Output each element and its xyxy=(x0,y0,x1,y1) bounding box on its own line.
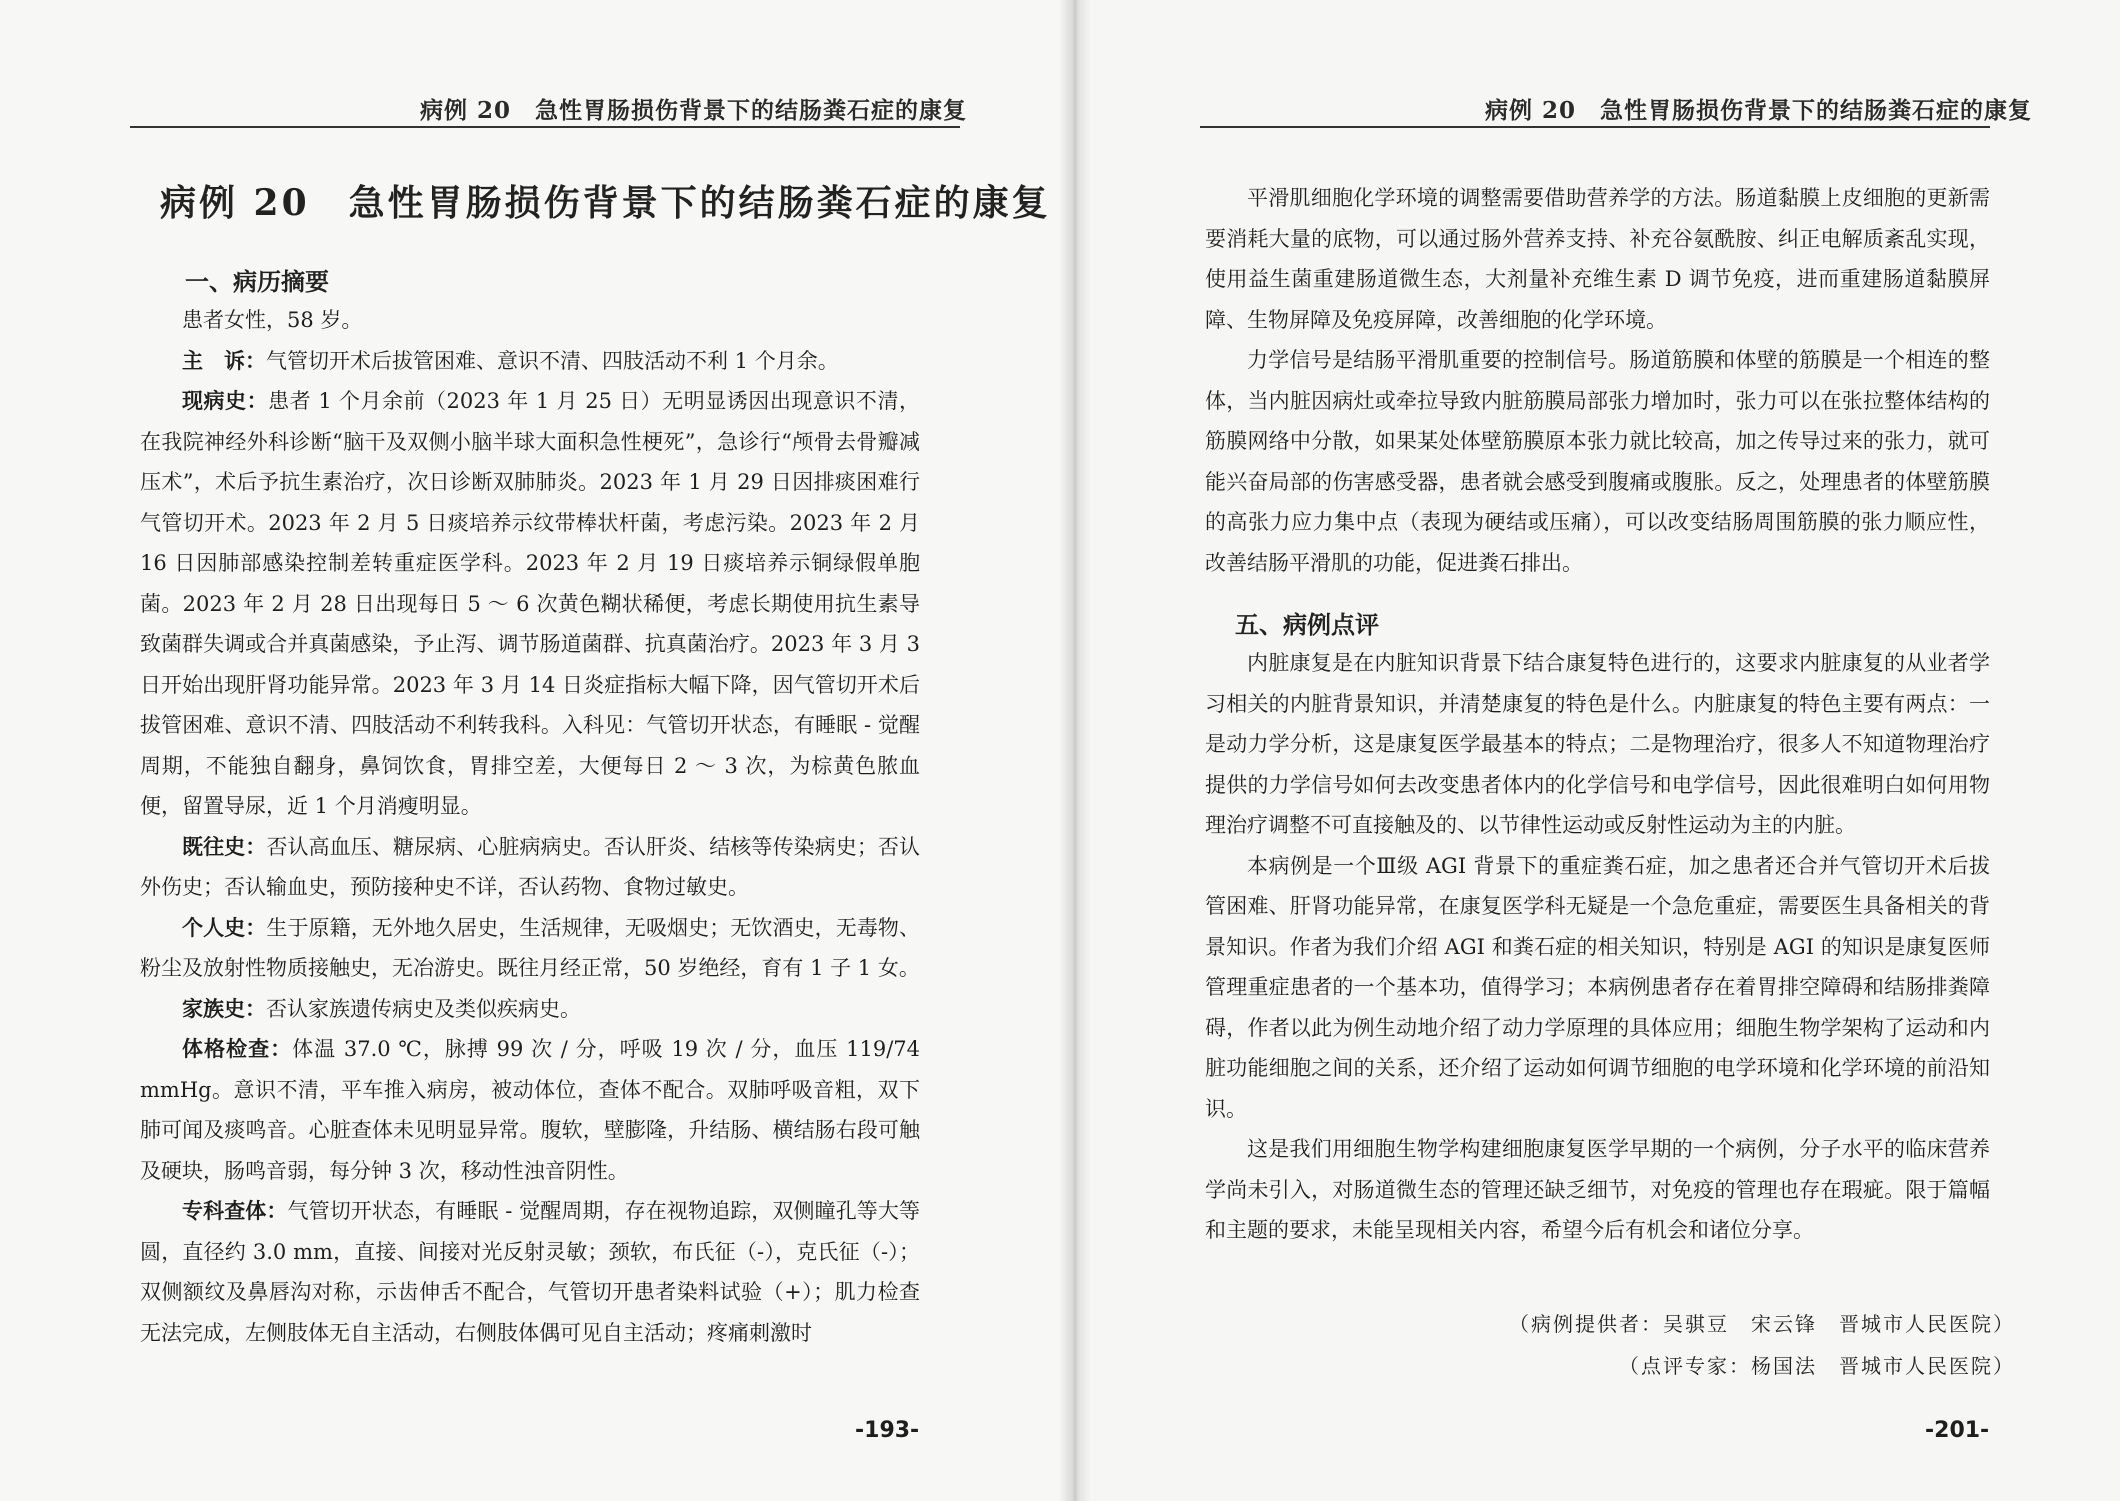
paragraph-chemical-environment: 平滑肌细胞化学环境的调整需要借助营养学的方法。肠道黏膜上皮细胞的更新需要消耗大量的底物，可以通过肠外营养支持、补充谷氨酰胺、纠正电解质紊乱实现，使用益生菌重建肠道微生态，大剂量补充维生素 D 调节免疫，进而重建肠道黏膜屏障、生物屏障及免疫屏障，改善细胞的化学环境。 xyxy=(1205,186,1990,332)
running-header: 病例 20 急性胃肠损伤背景下的结肠粪石症的康复 xyxy=(420,97,968,124)
chief-complaint-text: 气管切开术后拔管困难、意识不清、四肢活动不利 1 个月余。 xyxy=(266,348,839,373)
physical-exam-label: 体格检查： xyxy=(182,1037,293,1061)
section-heading-case-summary: 一、病历摘要 xyxy=(185,268,329,296)
reviewer-credit: （点评专家：杨国法 晋城市人民医院） xyxy=(1619,1354,2015,1378)
present-history-label: 现病史： xyxy=(182,389,269,413)
personal-history-label: 个人史： xyxy=(182,915,267,940)
paragraph-limitations: 这是我们用细胞生物学构建细胞康复医学早期的一个病例，分子水平的临床营养学尚未引入，对肠道微生态的管理还缺乏细节，对免疫的管理也存在瑕疵。限于篇幅和主题的要求，未能呈现相关内容，希望今后有机会和诸位分享。 xyxy=(1205,1137,1990,1242)
past-history-paragraph xyxy=(140,827,920,908)
present-history-text: 患者 1 个月余前（2023 年 1 月 25 日）无明显诱因出现意识不清，在我院神经外科诊断“脑干及双侧小脑半球大面积急性梗死”，急诊行“颅骨去骨瓣减压术”，术后予抗生素治疗，次日诊断双肺肺炎。2023 年 1 月 29 日因排痰困难行气管切开术。2023 年 2 月 5 日痰培养示纹带棒状杆菌，考虑污染。2023 年 2 月 16 日因肺部感染控制差转重症医学科。2023 年 2 月 19 日痰培养示铜绿假单胞菌。2023 年 2 月 28 日出现每日 5 ～ 6 次黄色糊状稀便，考虑长期使用抗生素导致菌群失调或合并真菌感染，予止泻、调节肠道菌群、抗真菌治疗。2023 年 3 月 3 日开始出现肝肾功能异常。2023 年 3 月 14 日炎症指标大幅下降，因气管切开术后拔管困难、意识不清、四肢活动不利转我科。入科见：气管切开状态，有睡眠 - 觉醒周期，不能独自翻身，鼻饲饮食，胃排空差，大便每日 2 ～ 3 次，为棕黄色脓血便，留置导尿，近 1 个月消瘦明显。 xyxy=(140,389,920,818)
page-number: -193- xyxy=(855,1418,920,1443)
personal-history-text: 生于原籍，无外地久居史，生活规律，无吸烟史；无饮酒史，无毒物、粉尘及放射性物质接触史，无冶游史。既往月经正常，50 岁绝经，育有 1 子 1 女。 xyxy=(140,915,921,980)
header-rule xyxy=(130,126,960,128)
right-page xyxy=(1075,0,2120,1501)
specialist-exam-paragraph xyxy=(140,1191,920,1353)
specialist-exam-text: 气管切开状态，有睡眠 - 觉醒周期，存在视物追踪，双侧瞳孔等大等圆，直径约 3.0 mm，直接、间接对光反射灵敏；颈软，布氏征（-），克氏征（-）；双侧额纹及鼻唇沟对称，示齿伸舌不配合，气管切开患者染料试验（+）；肌力检查无法完成，左侧肢体无自主活动，右侧肢体偶可见自主活动；疼痛刺激时 xyxy=(140,1199,920,1345)
physical-exam-text: 体温 37.0 ℃，脉搏 99 次 / 分，呼吸 19 次 / 分，血压 119/74 mmHg。意识不清，平车推入病房，被动体位，查体不配合。双肺呼吸音粗，双下肺可闻及痰鸣音。心脏查体未见明显异常。腹软，壁膨隆，升结肠、横结肠右段可触及硬块，肠鸣音弱，每分钟 3 次，移动性浊音阴性。 xyxy=(140,1037,921,1183)
past-history-label: 既往史： xyxy=(182,834,267,859)
family-history-paragraph xyxy=(140,989,920,1030)
physical-exam-paragraph xyxy=(140,1029,920,1191)
page-number: -201- xyxy=(1925,1418,1990,1443)
specialist-exam-label: 专科查体： xyxy=(182,1199,288,1223)
running-header: 病例 20 急性胃肠损伤背景下的结肠粪石症的康复 xyxy=(1485,97,2033,124)
family-history-text: 否认家族遗传病史及类似疾病史。 xyxy=(266,996,581,1021)
chief-complaint-paragraph xyxy=(140,341,920,382)
paragraph-mechanical-signal: 力学信号是结肠平滑肌重要的控制信号。肠道筋膜和体壁的筋膜是一个相连的整体，当内脏因病灶或牵拉导致内脏筋膜局部张力增加时，张力可以在张拉整体结构的筋膜网络中分散，如果某处体壁筋膜原本张力就比较高，加之传导过来的张力，就可能兴奋局部的伤害感受器，患者就会感受到腹痛或腹胀。反之，处理患者的体壁筋膜的高张力应力集中点（表现为硬结或压痛），可以改变结肠周围筋膜的张力顺应性，改善结肠平滑肌的功能，促进粪石排出。 xyxy=(1205,348,1990,575)
family-history-label: 家族史： xyxy=(182,996,266,1021)
book-gutter xyxy=(1060,0,1090,1501)
chief-complaint-label: 主 诉： xyxy=(182,348,266,373)
continued-body xyxy=(1205,178,1990,583)
past-history-text: 否认高血压、糖尿病、心脏病病史。否认肝炎、结核等传染病史；否认外伤史；否认输血史，预防接种史不详，否认药物、食物过敏史。 xyxy=(140,834,921,899)
paragraph-case-significance: 本病例是一个Ⅲ级 AGI 背景下的重症粪石症，加之患者还合并气管切开术后拔管困难、肝肾功能异常，在康复医学科无疑是一个急危重症，需要医生具备相关的背景知识。作者为我们介绍 AGI 和粪石症的相关知识，特别是 AGI 的知识是康复医师管理重症患者的一个基本功，值得学习；本病例患者存在着胃排空障碍和结肠排粪障碍，作者以此为例生动地介绍了动力学原理的具体应用；细胞生物学架构了运动和内脏功能细胞之间的关系，还介绍了运动如何调节细胞的电学环境和化学环境的前沿知识。 xyxy=(1205,853,1990,1121)
present-history-paragraph xyxy=(140,381,920,827)
paragraph-visceral-rehab: 内脏康复是在内脏知识背景下结合康复特色进行的，这要求内脏康复的从业者学习相关的内脏背景知识，并清楚康复的特色是什么。内脏康复的特色主要有两点：一是动力学分析，这是康复医学最基本的特点；二是物理治疗，很多人不知道物理治疗提供的力学信号如何去改变患者体内的化学信号和电学信号，因此很难明白如何用物理治疗调整不可直接触及的、以节律性运动或反射性运动为主的内脏。 xyxy=(1205,651,1990,837)
section-heading-case-review: 五、病例点评 xyxy=(1235,611,1379,639)
case-summary-body xyxy=(140,300,920,1353)
header-rule xyxy=(1200,126,1990,128)
case-provider-credit: （病例提供者：吴骐豆 宋云锋 晋城市人民医院） xyxy=(1509,1312,2015,1336)
personal-history-paragraph xyxy=(140,908,920,989)
patient-line: 患者女性，58 岁。 xyxy=(182,308,363,332)
review-body xyxy=(1205,643,1990,1251)
chapter-title: 病例 20 急性胃肠损伤背景下的结肠粪石症的康复 xyxy=(160,182,1051,224)
